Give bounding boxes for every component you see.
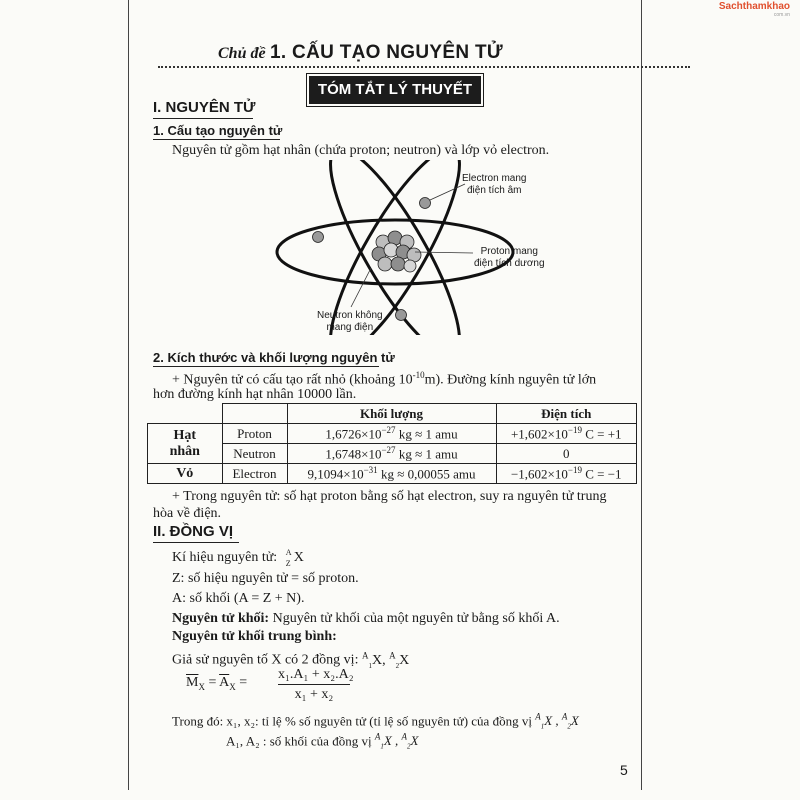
page-number: 5: [620, 762, 628, 778]
subsection-1-heading: 1. Cấu tạo nguyên tử: [153, 123, 283, 138]
particle-charge: 0: [496, 444, 637, 464]
table-row: [148, 424, 637, 444]
table-row: [148, 464, 637, 484]
particle-name: Electron: [222, 464, 287, 484]
section-2-heading: II. ĐỒNG VỊ: [153, 523, 234, 540]
size-text-line-2: hơn đường kính hạt nhân 10000 lần.: [153, 387, 357, 402]
particle-charge: $+1,602\times 10^{-19}$ C = +1: [496, 424, 637, 444]
summary-banner: TÓM TẮT LÝ THUYẾT: [309, 76, 481, 104]
neutral-note-line-2: hòa về điện.: [153, 506, 222, 521]
section-1-underline: [153, 118, 253, 119]
subsection-2-heading: 2. Kích thước và khối lượng nguyên tử: [153, 350, 395, 365]
atom-symbol-line: Kí hiệu nguyên tử: A Z X: [172, 548, 304, 568]
isotope-1: $^A_1$X,: [361, 650, 386, 670]
section-1-heading: I. NGUYÊN TỬ: [153, 99, 256, 116]
atom-intro-text: Nguyên tử gồm hạt nhân (chứa proton; neutron) và lớp vỏ electron.: [172, 143, 550, 158]
size-text-line-1: + Nguyên tử có cấu tạo rất nhỏ (khoảng $10^{-10}m$). Đường kính nguyên tử lớn: [172, 370, 597, 388]
chapter-dotted-rule: [158, 66, 690, 68]
where-line-1: Trong đó: x₁, x₂: tỉ lệ % số nguyên tử (tỉ lệ số nguyên tử) của đồng vị $^A_1$X , $^A_2$X: [172, 712, 579, 731]
atomic-mass-definition: Nguyên tử khối: Nguyên tử khối của một nguyên tử bằng số khối A.: [172, 611, 560, 626]
header-charge: Điện tích: [496, 404, 637, 424]
particle-table: [147, 403, 637, 484]
chapter-heading: 1. CẤU TẠO NGUYÊN TỬ: [270, 42, 503, 63]
particle-name: Neutron: [222, 444, 287, 464]
neutral-note-line-1: + Trong nguyên tử: số hạt proton bằng số hạt electron, suy ra nguyên tử trung: [172, 489, 607, 504]
header-mass: Khối lượng: [287, 404, 496, 424]
z-definition: Z: số hiệu nguyên tử = số proton.: [172, 571, 359, 586]
table-header-row: [148, 404, 637, 424]
isotope-line: Giả sử nguyên tố X có 2 đồng vị: $^A_1$X, $^A_2$X: [172, 650, 410, 670]
chapter-title: [218, 42, 688, 64]
nucleus: [372, 231, 421, 272]
subsection-2-underline: [153, 366, 379, 367]
isotope-2: $^A_2$X: [389, 650, 410, 670]
particle-charge: $-1,602\times 10^{-19}$ C = −1: [496, 464, 637, 484]
atom-symbol: A Z X: [285, 548, 304, 568]
where-line-2: A₁, A₂ : số khối của đồng vị $^A_1$X , $^A_2$X: [226, 732, 419, 751]
formula-numerator: x₁.A₁ + x₂.A₂: [278, 667, 354, 682]
electron-label: Electron mang điện tích âm: [462, 173, 527, 196]
neutron-label: Neutron không mang điện: [317, 310, 383, 333]
a-definition: A: số khối (A = Z + N).: [172, 591, 305, 606]
chapter-prefix: Chủ đề: [218, 45, 266, 62]
particle-mass: $1,6726\times 10^{-27}$ kg ≈ 1 amu: [287, 424, 496, 444]
particle-mass: $9,1094\times 10^{-31}$ kg ≈ 0,00055 amu: [287, 464, 496, 484]
particle-mass: $1,6748\times 10^{-27}$ kg ≈ 1 amu: [287, 444, 496, 464]
proton-label: Proton mang điện tích dương: [474, 246, 545, 269]
formula-lhs: $\overline{M}_X = \overline{A}_X$ =: [186, 675, 248, 692]
shell-group-cell: Vỏ: [148, 464, 223, 484]
formula-fraction-bar: [278, 684, 350, 685]
watermark: [719, 2, 790, 18]
section-2-underline: [153, 542, 239, 543]
watermark-sub: com.vn: [773, 12, 790, 18]
average-mass-heading: Nguyên tử khối trung bình:: [172, 629, 337, 644]
subsection-1-underline: [153, 139, 280, 140]
nucleus-group-cell: Hạt nhân: [148, 424, 223, 464]
particle-name: Proton: [222, 424, 287, 444]
formula-denominator: x₁ + x₂: [294, 687, 334, 702]
watermark-brand: Sachthamkhao: [718, 1, 790, 12]
